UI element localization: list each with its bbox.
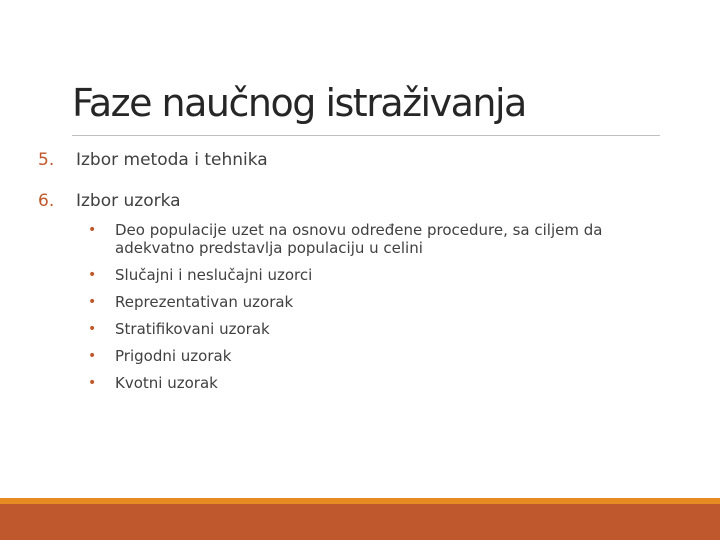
item-text: Izbor metoda i tehnika <box>76 150 268 170</box>
bullet-item <box>88 293 678 311</box>
numbered-item-6 <box>38 191 181 211</box>
bullet-text: Kvotni uzorak <box>115 374 218 392</box>
bullet-list <box>88 221 678 401</box>
bullet-icon: • <box>88 321 97 337</box>
bullet-item <box>88 320 678 338</box>
bullet-icon: • <box>88 222 97 238</box>
slide-title: Faze naučnog istraživanja <box>72 81 526 125</box>
bullet-text: Deo populacije uzet na osnovu određene procedure, sa ciljem da <box>115 221 603 239</box>
item-number: 6. <box>38 191 55 211</box>
bullet-item <box>88 374 678 392</box>
bullet-icon: • <box>88 375 97 391</box>
bullet-text: Stratifikovani uzorak <box>115 320 270 338</box>
bullet-item <box>88 347 678 365</box>
bullet-text: Prigodni uzorak <box>115 347 232 365</box>
item-number: 5. <box>38 150 55 170</box>
title-divider <box>72 135 660 136</box>
footer-band <box>0 498 720 540</box>
item-text: Izbor uzorka <box>76 191 181 211</box>
bullet-item <box>88 266 678 284</box>
bullet-text: Slučajni i neslučajni uzorci <box>115 266 313 284</box>
bullet-text: Reprezentativan uzorak <box>115 293 294 311</box>
numbered-item-5 <box>38 150 268 170</box>
bullet-text-continued: adekvatno predstavlja populaciju u celini <box>115 239 423 257</box>
bullet-icon: • <box>88 294 97 310</box>
bullet-icon: • <box>88 267 97 283</box>
bullet-icon: • <box>88 348 97 364</box>
footer-accent-strip <box>0 498 720 504</box>
bullet-item <box>88 221 678 257</box>
